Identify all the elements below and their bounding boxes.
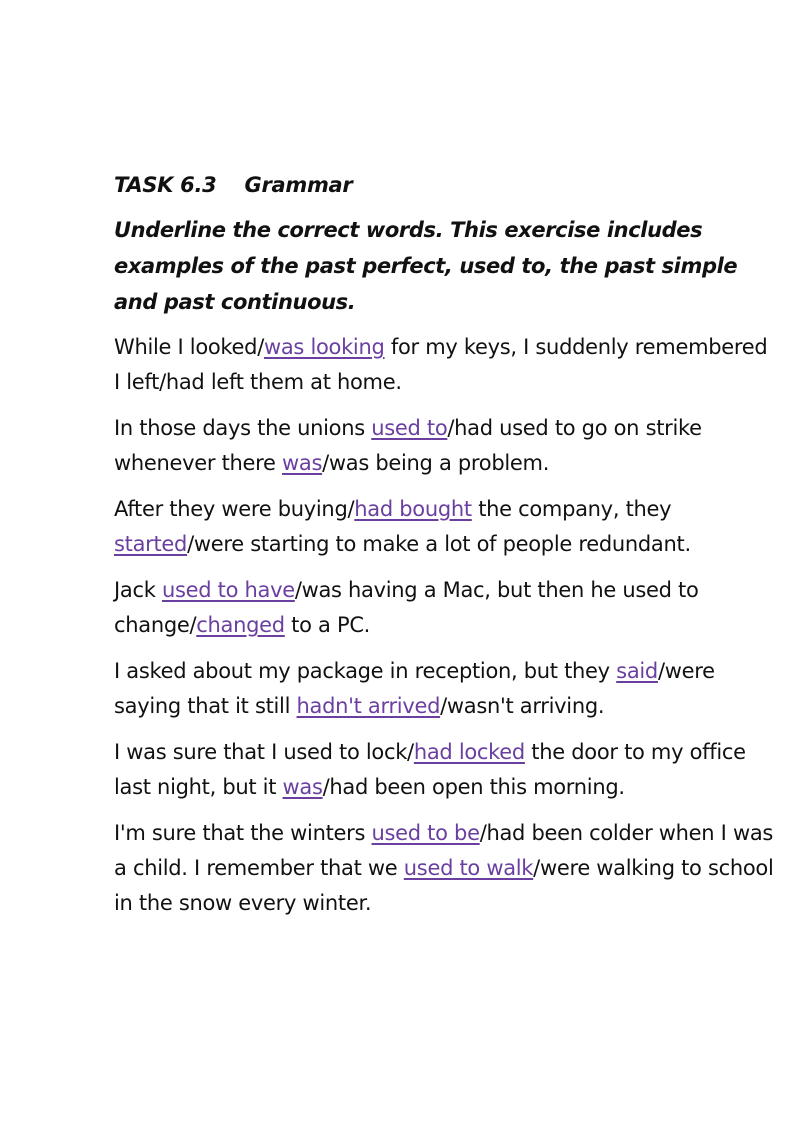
underlined-answer: had bought	[354, 497, 472, 521]
exercise-sentences	[114, 330, 774, 921]
sentence-text: /had been colder when I was a child. I remember that we	[114, 821, 774, 880]
sentence-text: After they were buying/	[114, 497, 355, 521]
sentence-text: /was being a problem.	[322, 451, 550, 475]
underlined-answer: had locked	[413, 740, 525, 764]
sentence-text: I asked about my package in reception, but they	[114, 659, 617, 683]
task-label: TASK 6.3	[114, 173, 217, 197]
underlined-answer: used to	[371, 416, 448, 440]
sentence-text: /were starting to make a lot of people redundant.	[187, 532, 691, 556]
sentence-text: /were saying that it still	[114, 659, 715, 718]
sentence-text: While I looked/	[114, 335, 264, 359]
exercise-sentence-6	[114, 735, 774, 805]
sentence-text: the door to my office last night, but it	[114, 740, 746, 799]
sentence-text: I'm sure that the winters	[114, 821, 372, 845]
underlined-answer: changed	[196, 613, 285, 637]
underlined-answer: said	[616, 659, 658, 683]
sentence-text: /had been open this morning.	[322, 775, 625, 799]
task-section: Grammar	[244, 173, 353, 197]
task-heading	[114, 168, 774, 202]
underlined-answer: hadn't arrived	[296, 694, 441, 718]
underlined-answer: started	[114, 532, 188, 556]
sentence-text: /wasn't arriving.	[440, 694, 605, 718]
sentence-text: /was having a Mac, but then he used to change/	[114, 578, 699, 637]
underlined-answer: used to have	[161, 578, 295, 602]
sentence-text: to a PC.	[284, 613, 371, 637]
sentence-text: /had used to go on strike whenever there	[114, 416, 702, 475]
exercise-sentence-2	[114, 411, 774, 481]
sentence-text: Jack	[114, 578, 162, 602]
sentence-text: I was sure that I used to lock/	[114, 740, 414, 764]
exercise-sentence-3	[114, 492, 774, 562]
underlined-answer: was	[282, 775, 323, 799]
sentence-text: for my keys, I suddenly remembered I left/had left them at home.	[114, 335, 768, 394]
underlined-answer: was	[282, 451, 323, 475]
sentence-text: /were walking to school in the snow every winter.	[114, 856, 774, 915]
task-heading-gap	[216, 173, 244, 197]
exercise-sentence-5	[114, 654, 774, 724]
sentence-text: In those days the unions	[114, 416, 372, 440]
exercise-sentence-7	[114, 816, 774, 921]
worksheet-page	[114, 168, 774, 932]
exercise-sentence-4	[114, 573, 774, 643]
underlined-answer: used to walk	[403, 856, 534, 880]
instruction-text: Underline the correct words. This exercise includes examples of the past perfect, used to, the past simple and past continuous.	[114, 218, 738, 314]
underlined-answer: used to be	[371, 821, 480, 845]
sentence-text: the company, they	[471, 497, 672, 521]
underlined-answer: was looking	[263, 335, 385, 359]
exercise-sentence-1	[114, 330, 774, 400]
